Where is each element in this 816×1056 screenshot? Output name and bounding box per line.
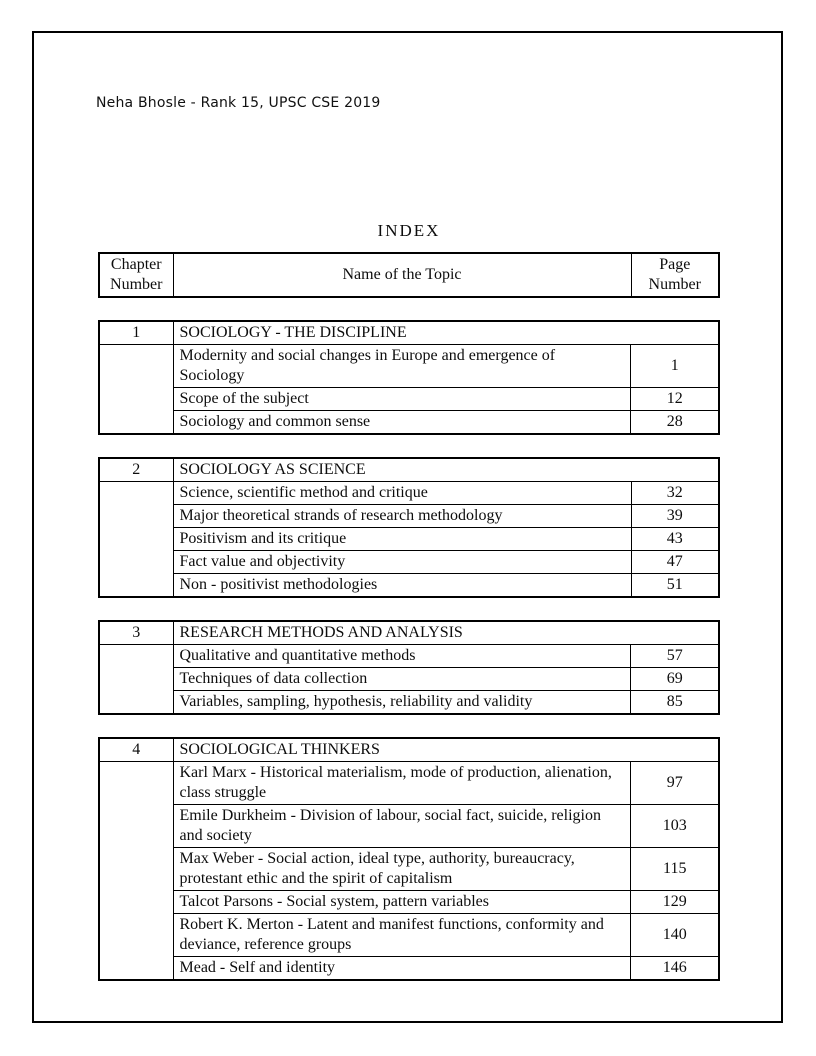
topic-row	[99, 345, 719, 388]
topic-page: 57	[631, 645, 719, 668]
topic-name: Sociology and common sense	[173, 411, 631, 435]
topic-row	[99, 528, 719, 551]
topic-page: 69	[631, 668, 719, 691]
document-body	[98, 221, 720, 981]
topic-page: 129	[631, 891, 719, 914]
chapter-number: 2	[99, 458, 173, 482]
header-row	[99, 253, 719, 297]
topic-page: 1	[631, 345, 719, 388]
chapter-title: SOCIOLOGICAL THINKERS	[173, 738, 719, 762]
chapter-title: RESEARCH METHODS AND ANALYSIS	[173, 621, 719, 645]
topic-page: 85	[631, 691, 719, 715]
chapter-number-spacer	[99, 482, 173, 598]
topic-name: Emile Durkheim - Division of labour, social fact, suicide, religion and society	[173, 805, 631, 848]
chapter-3-table	[98, 620, 720, 715]
topic-name: Fact value and objectivity	[173, 551, 631, 574]
topic-row	[99, 914, 719, 957]
topic-name: Qualitative and quantitative methods	[173, 645, 631, 668]
topic-page: 39	[631, 505, 719, 528]
page-title: INDEX	[377, 221, 441, 240]
topic-name: Scope of the subject	[173, 388, 631, 411]
chapter-number: 4	[99, 738, 173, 762]
topic-row	[99, 411, 719, 435]
topic-name-header: Name of the Topic	[173, 253, 631, 297]
chapter-title-row	[99, 621, 719, 645]
topic-name: Variables, sampling, hypothesis, reliability and validity	[173, 691, 631, 715]
chapter-1-table	[98, 320, 720, 435]
topic-page: 115	[631, 848, 719, 891]
topic-row	[99, 505, 719, 528]
topic-name: Karl Marx - Historical materialism, mode of production, alienation, class struggle	[173, 762, 631, 805]
topic-page: 51	[631, 574, 719, 598]
topic-page: 43	[631, 528, 719, 551]
topic-name: Modernity and social changes in Europe and emergence of Sociology	[173, 345, 631, 388]
topic-row	[99, 645, 719, 668]
chapter-number-spacer	[99, 762, 173, 981]
topic-name: Major theoretical strands of research methodology	[173, 505, 631, 528]
topic-name: Science, scientific method and critique	[173, 482, 631, 505]
topic-name: Robert K. Merton - Latent and manifest functions, conformity and deviance, reference groups	[173, 914, 631, 957]
topic-row	[99, 691, 719, 715]
topic-name: Techniques of data collection	[173, 668, 631, 691]
topic-row	[99, 805, 719, 848]
page-number-header: Page Number	[631, 253, 719, 297]
topic-page: 140	[631, 914, 719, 957]
chapter-title-row	[99, 458, 719, 482]
chapter-4-table	[98, 737, 720, 981]
chapter-title: SOCIOLOGY - THE DISCIPLINE	[173, 321, 719, 345]
topic-page: 32	[631, 482, 719, 505]
topic-row	[99, 551, 719, 574]
chapter-number: 3	[99, 621, 173, 645]
topic-page: 12	[631, 388, 719, 411]
topic-page: 28	[631, 411, 719, 435]
topic-row	[99, 388, 719, 411]
chapter-number-spacer	[99, 645, 173, 715]
index-header-table	[98, 252, 720, 298]
topic-page: 103	[631, 805, 719, 848]
chapter-title: SOCIOLOGY AS SCIENCE	[173, 458, 719, 482]
topic-row	[99, 848, 719, 891]
author-note: Neha Bhosle - Rank 15, UPSC CSE 2019	[96, 95, 381, 111]
topic-page: 146	[631, 957, 719, 981]
topic-name: Mead - Self and identity	[173, 957, 631, 981]
topic-row	[99, 574, 719, 598]
topic-name: Talcot Parsons - Social system, pattern variables	[173, 891, 631, 914]
topic-page: 47	[631, 551, 719, 574]
chapter-title-row	[99, 321, 719, 345]
topic-row	[99, 482, 719, 505]
topic-name: Non - positivist methodologies	[173, 574, 631, 598]
chapter-number-header: Chapter Number	[99, 253, 173, 297]
chapter-2-table	[98, 457, 720, 598]
chapter-number: 1	[99, 321, 173, 345]
chapter-number-spacer	[99, 345, 173, 435]
topic-row	[99, 957, 719, 981]
topic-row	[99, 668, 719, 691]
topic-row	[99, 891, 719, 914]
topic-name: Positivism and its critique	[173, 528, 631, 551]
chapter-title-row	[99, 738, 719, 762]
topic-page: 97	[631, 762, 719, 805]
topic-name: Max Weber - Social action, ideal type, authority, bureaucracy, protestant ethic and the spirit of capitalism	[173, 848, 631, 891]
topic-row	[99, 762, 719, 805]
